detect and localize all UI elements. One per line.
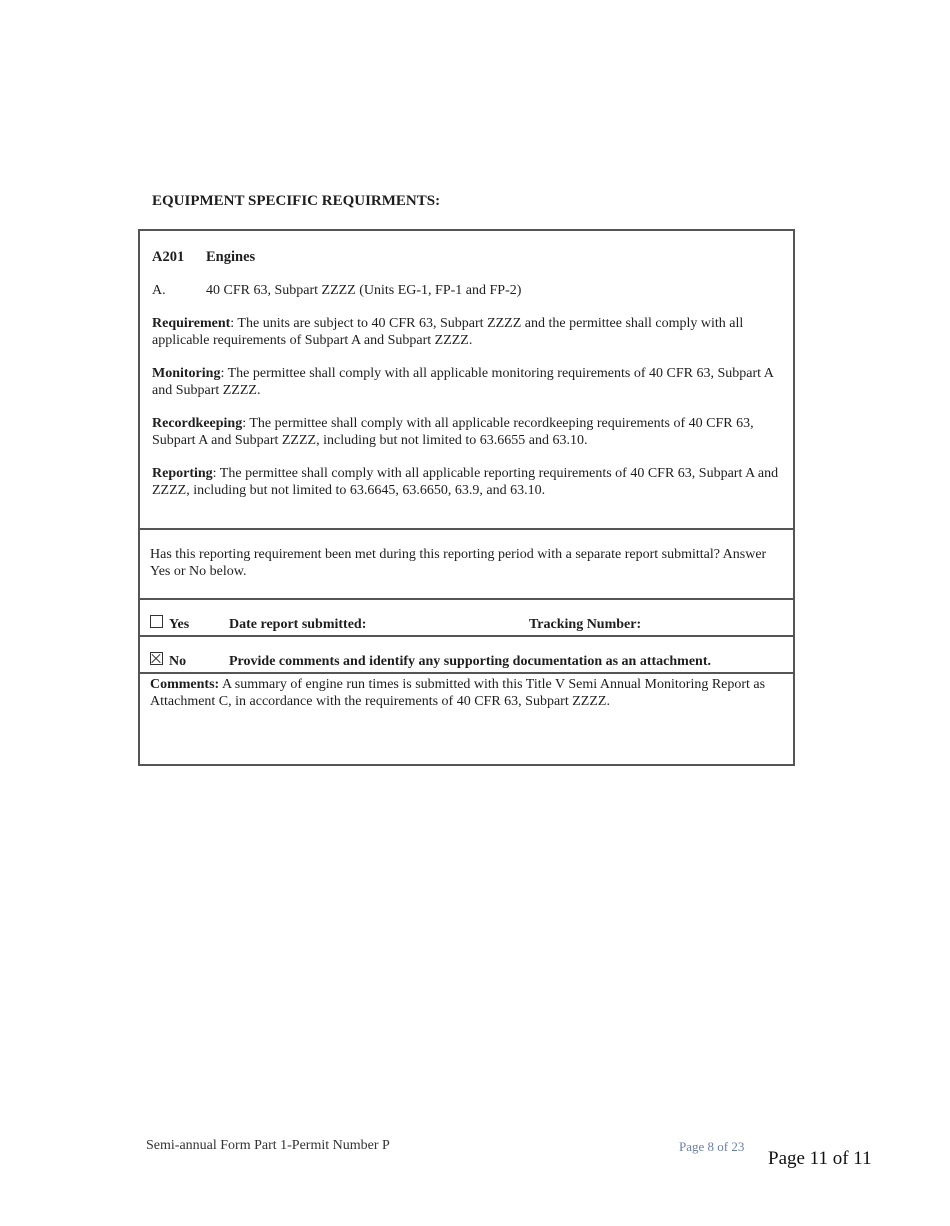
inner-page-number: Page 8 of 23 [679,1139,745,1154]
comments-section [140,674,793,764]
no-label: No [169,654,187,669]
item-text: 40 CFR 63, Subpart ZZZZ (Units EG-1, FP-1 and FP-2) [206,283,522,298]
requirement-paragraph [152,315,783,349]
reporting-paragraph [152,465,783,499]
question-text: Has this reporting requirement been met during this reporting period with a separate report submittal? Answer Yes or No below. [150,547,767,579]
equipment-details [140,231,793,530]
form-name: Semi-annual Form Part 1-Permit Number P [146,1138,390,1153]
comments-text: A summary of engine run times is submitted with this Title V Semi Annual Monitoring Report as Attachment C, in accordance with the requirements of 40 CFR 63, Subpart ZZZZ. [150,677,766,709]
comments-paragraph [150,676,783,710]
comments-label: Comments: [150,677,220,692]
monitoring-text: : The permittee shall comply with all applicable monitoring requirements of 40 CFR 63, Subpart A and Subpart ZZZZ. [152,366,774,398]
recordkeeping-paragraph [152,415,783,449]
yes-row [140,600,793,637]
regulation-item [152,283,783,299]
yes-checkbox[interactable] [150,615,163,628]
requirement-text: : The units are subject to 40 CFR 63, Subpart ZZZZ and the permittee shall comply with all applicable requirements of Subpart A and Subpart ZZZZ. [152,316,744,348]
tracking-number-label: Tracking Number: [529,617,642,632]
reporting-label: Reporting [152,466,213,481]
yes-label: Yes [169,617,190,632]
no-instruction: Provide comments and identify any supporting documentation as an attachment. [229,654,711,669]
no-row [140,637,793,674]
equipment-name: Engines [206,249,256,265]
reporting-text: : The permittee shall comply with all applicable reporting requirements of 40 CFR 63, Subpart A and ZZZZ, including but not limited to 63.6645, 63.6650, 63.9, and 63.10. [152,466,779,498]
monitoring-label: Monitoring [152,366,221,381]
no-checkbox[interactable] [150,652,163,665]
recordkeeping-label: Recordkeeping [152,416,243,431]
section-heading: EQUIPMENT SPECIFIC REQUIRMENTS: [152,193,441,209]
item-letter: A. [152,283,166,298]
monitoring-paragraph [152,365,783,399]
date-submitted-label: Date report submitted: [229,617,367,632]
requirement-label: Requirement [152,316,231,331]
question-section [140,530,793,600]
outer-page-number: Page 11 of 11 [768,1148,872,1169]
equipment-code: A201 [152,249,185,265]
equipment-title [152,249,783,266]
recordkeeping-text: : The permittee shall comply with all applicable recordkeeping requirements of 40 CFR 63, Subpart A and Subpart ZZZZ, including but not limited to 63.6655 and 63.10. [152,416,754,448]
requirements-table [138,229,795,766]
